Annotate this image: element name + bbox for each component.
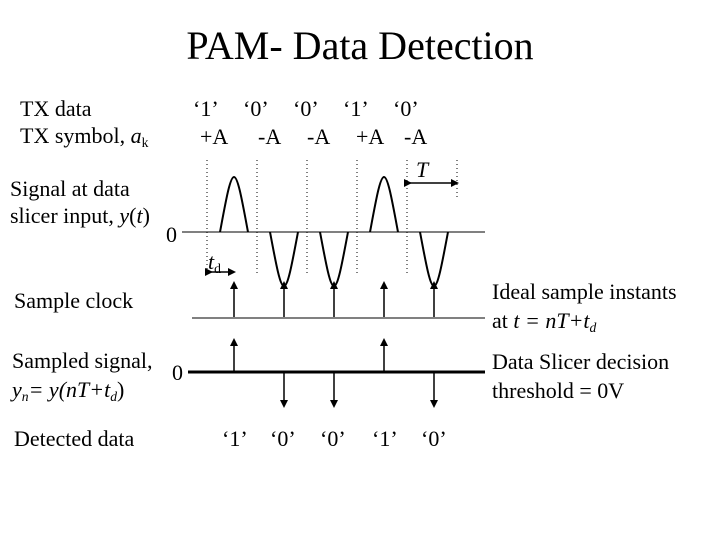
detected-bit: ‘1’ (372, 426, 398, 451)
pulse-negative (320, 232, 348, 286)
slide-title: PAM- Data Detection (186, 23, 534, 68)
tx-bit: ‘0’ (293, 96, 319, 121)
tx-bit: ‘1’ (193, 96, 219, 121)
ideal-instants-line2: at $t = nT+t_d$ (492, 308, 597, 335)
tx-symbol: +A (356, 124, 385, 149)
pulse-negative (270, 232, 298, 286)
pulse-negative (420, 232, 448, 286)
tx-symbol-label: TX symbol, $a_k$ (20, 123, 149, 150)
td-label: $t_d$ (208, 249, 221, 276)
tx-data-label: TX data (20, 96, 92, 121)
detected-bit: ‘0’ (320, 426, 346, 451)
tx-bit: ‘0’ (243, 96, 269, 121)
tx-symbol: -A (258, 124, 282, 149)
sampled-zero-label: 0 (172, 360, 183, 385)
pulse-positive (370, 177, 398, 232)
tx-symbol: +A (200, 124, 229, 149)
tx-bit: ‘0’ (393, 96, 419, 121)
tx-symbol: -A (307, 124, 331, 149)
sampled-signal-line2: $y_n= y(nT+t_d)$ (12, 377, 125, 404)
detected-bit: ‘0’ (270, 426, 296, 451)
detected-bit: ‘0’ (421, 426, 447, 451)
pulse-positive (220, 177, 248, 232)
sample-clock-label: Sample clock (14, 288, 134, 313)
period-label: T (416, 157, 429, 182)
signal-label-line1: Signal at data (10, 176, 130, 201)
signal-label-line2: slicer input, y(t) (10, 203, 150, 228)
tx-symbol: -A (404, 124, 428, 149)
slicer-threshold-line1: Data Slicer decision (492, 349, 670, 374)
signal-zero-label: 0 (166, 222, 177, 247)
detected-bit: ‘1’ (222, 426, 248, 451)
tx-bit: ‘1’ (343, 96, 369, 121)
slicer-threshold-line2: threshold = 0V (492, 378, 625, 403)
ideal-instants-line1: Ideal sample instants (492, 279, 677, 304)
sampled-signal-line1: Sampled signal, (12, 348, 153, 373)
detected-data-label: Detected data (14, 426, 135, 451)
sample-clock-arrows (234, 285, 434, 317)
